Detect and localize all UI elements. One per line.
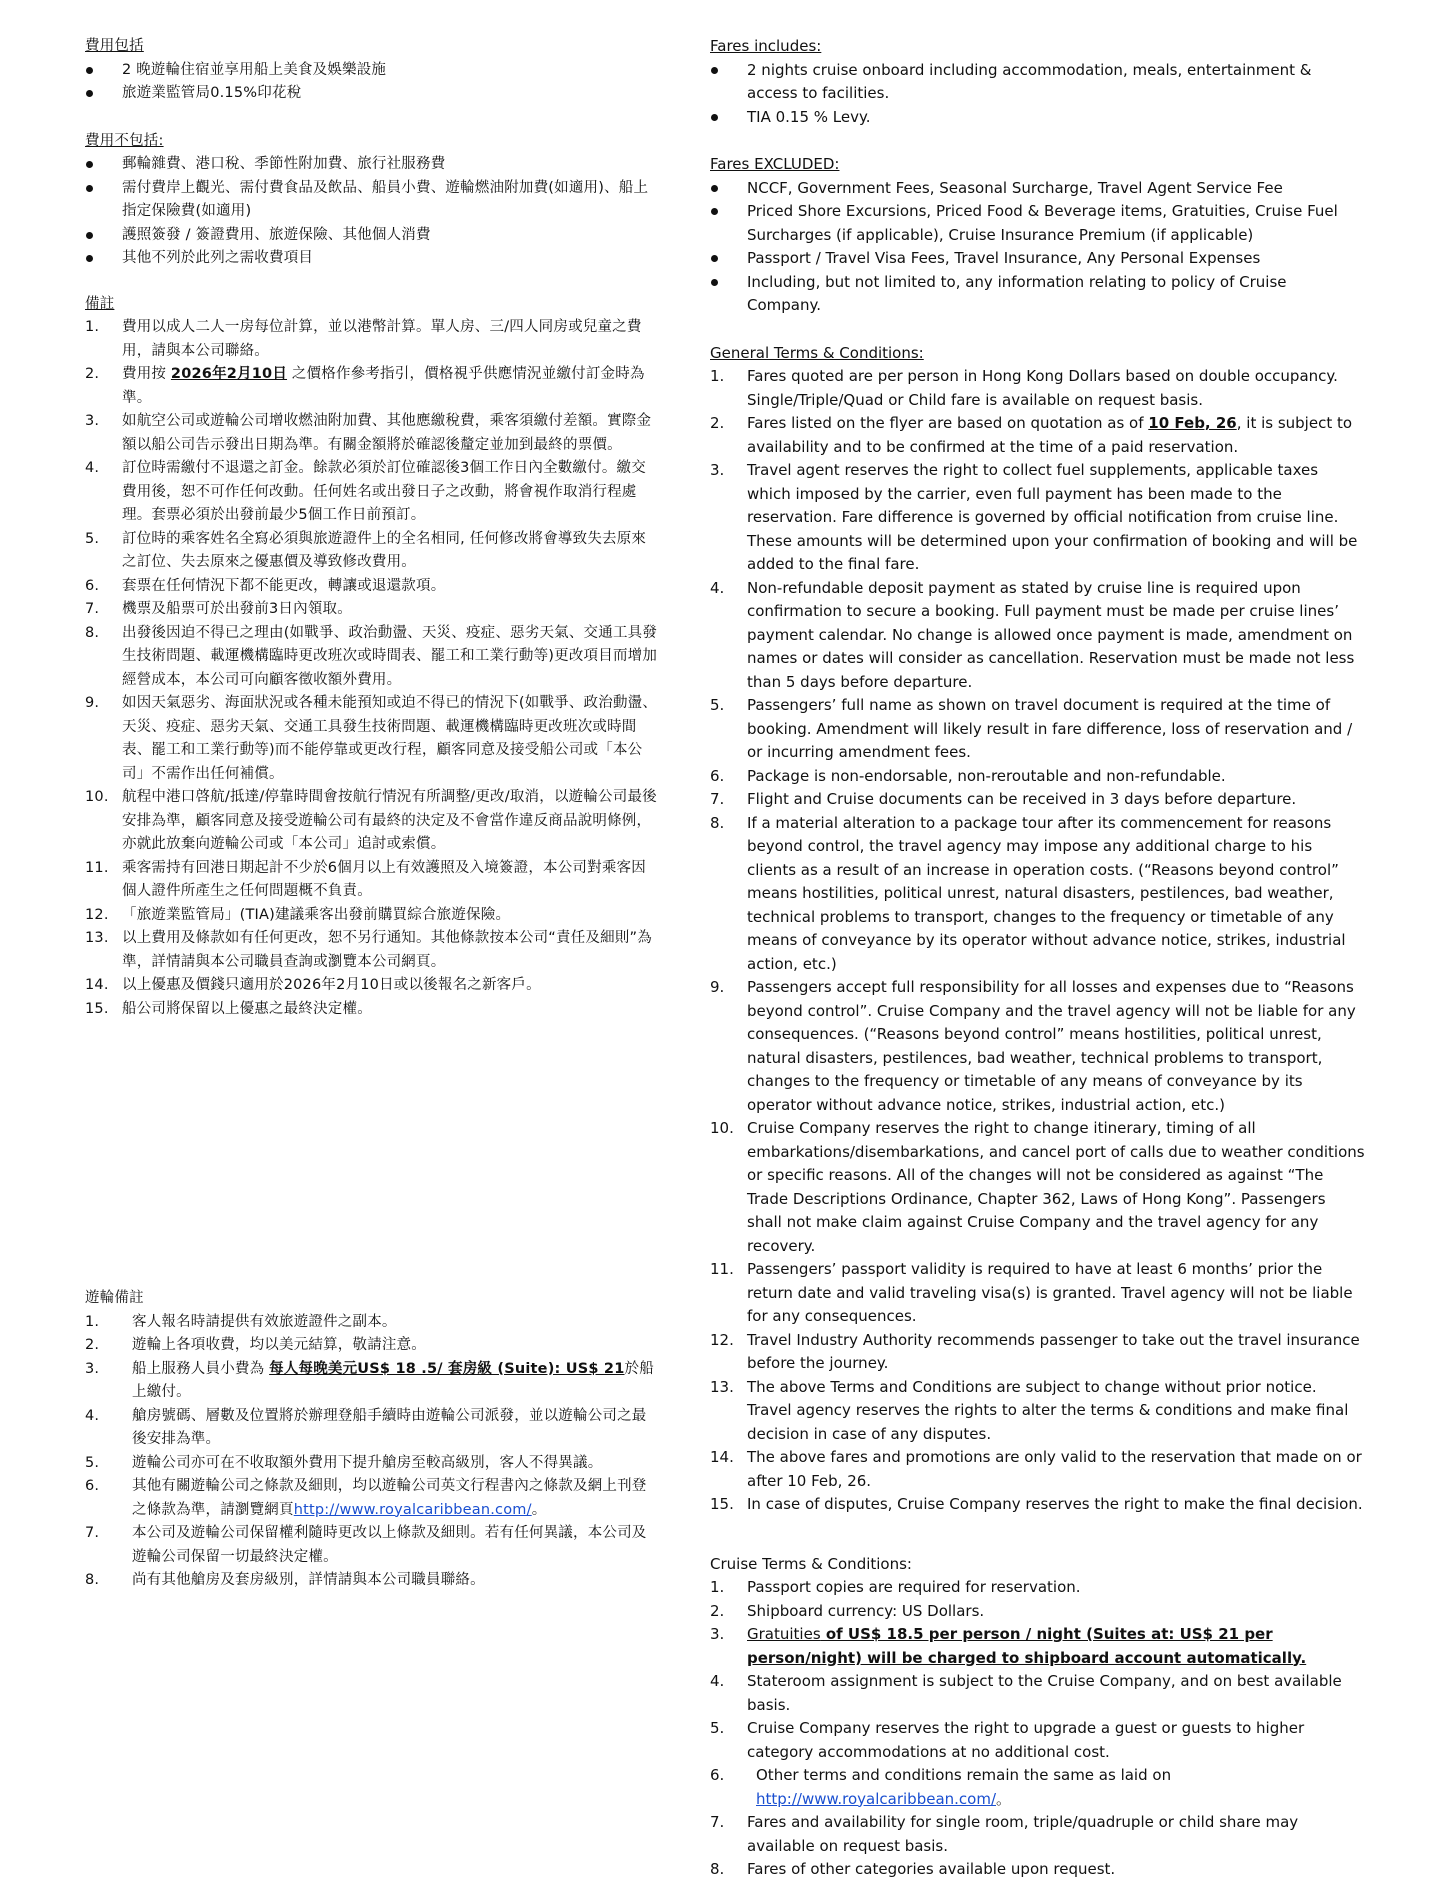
- list-item: 11. Passengers’ passport validity is required to have at least 6 months’ prior the return date and valid traveling visa(s) is granted. Travel agency will not be liable for any consequences.: [710, 1260, 1353, 1325]
- list-item: 9. Passengers accept full responsibility for all losses and expenses due to “Reasons beyond control”. Cruise Company and the travel agency will not be liable for any consequences. (“Reasons beyond control” means hostilities, political unrest, natural disasters, pestilences, bad weather, technical problems to transport, changes to the frequency or timetable of any means of conveyance by its operator without advance notice, strikes, industrial action, etc.): [710, 978, 1356, 1114]
- list-item: 5. 訂位時的乘客姓名全寫必須與旅遊證件上的全名相同, 任何修改將會導致失去原來之訂位、失去原來之優惠價及導致修改費用。: [85, 530, 647, 570]
- list-item: 7. Flight and Cruise documents can be received in 3 days before departure.: [710, 790, 1297, 808]
- list-item: 6. 其他有關遊輪公司之條款及細則，均以遊輪公司英文行程書內之條款及網上刊登之條款為準，請瀏覽網頁http://www.royalcaribbean.com/。: [85, 1478, 647, 1518]
- cruise-list-zh: [85, 1311, 660, 1593]
- list-item: 3. 船上服務人員小費為 每人每晚美元US$ 18 .5/ 套房級 (Suite): US$ 21於船上繳付。: [85, 1360, 654, 1400]
- list-item: 10. 航程中港口啓航/抵達/停靠時間會按航行情況有所調整/更改/取消，以遊輪公司最後安排為準，顧客同意及接受遊輪公司有最終的決定及不會當作違反商品說明條例，亦就此放棄向遊輪公司或「本公司」追討或索償。: [85, 789, 657, 852]
- right-column-english: [710, 35, 1365, 1882]
- list-item: Including, but not limited to, any information relating to policy of Cruise Company.: [710, 271, 1365, 318]
- general-terms-list: [710, 365, 1365, 1517]
- list-item: 7. 本公司及遊輪公司保留權利隨時更改以上條款及細則。若有任何異議，本公司及遊輪公司保留一切最終決定權。: [85, 1525, 647, 1565]
- excluded-list-en: [710, 177, 1365, 318]
- includes-title-zh: 費用包括: [85, 38, 144, 54]
- royal-caribbean-link-zh[interactable]: http://www.royalcaribbean.com/: [293, 1501, 532, 1518]
- remarks-title-zh: 備註: [85, 295, 115, 312]
- list-item: TIA 0.15 % Levy.: [710, 106, 1365, 130]
- list-item: 6. Other terms and conditions remain the same as laid on http://www.royalcaribbean.com/。: [710, 1766, 1172, 1808]
- list-item: 8. Fares of other categories available upon request.: [710, 1860, 1116, 1878]
- list-item: 14. 以上優惠及價錢只適用於2026年2月10日或以後報名之新客戶。: [85, 977, 541, 993]
- list-item: 11. 乘客需持有回港日期起計不少於6個月以上有效護照及入境簽證，本公司對乘客因個人證件所產生之任何問題概不負責。: [85, 859, 646, 899]
- remarks-list-zh: [85, 316, 660, 1021]
- gratuity-amount-zh: 每人每晚美元US$ 18 .5/ 套房級 (Suite): US$ 21: [269, 1360, 625, 1377]
- general-terms-title: General Terms & Conditions:: [710, 343, 924, 362]
- list-item: 5. Cruise Company reserves the right to upgrade a guest or guests to higher category accommodations at no additional cost.: [710, 1719, 1305, 1761]
- list-item: 3. 如航空公司或遊輪公司增收燃油附加費、其他應繳稅費，乘客須繳付差額。實際金額以船公司告示發出日期為準。有關金額將於確認後釐定並加到最終的票價。: [85, 413, 652, 453]
- list-item: 4. 訂位時需繳付不退還之訂金。餘款必須於訂位確認後3個工作日內全數繳付。繳交費用後，恕不可作任何改動。任何姓名或出發日子之改動，將會視作取消行程處理。套票必須於出發前最少5個工作日前預訂。: [85, 460, 646, 523]
- excluded-title-en: Fares EXCLUDED:: [710, 155, 840, 173]
- list-item: 12. Travel Industry Authority recommends passenger to take out the travel insurance before the journey.: [710, 1330, 1360, 1372]
- list-item: 4. 艙房號碼、層數及位置將於辦理登船手續時由遊輪公司派發，並以遊輪公司之最後安排為準。: [85, 1407, 647, 1447]
- list-item: 需付費岸上觀光、需付費食品及飲品、船員小費、遊輪燃油附加費(如適用)、船上指定保險費(如適用): [85, 177, 660, 224]
- list-item: 9. 如因天氣惡劣、海面狀況或各種未能預知或迫不得已的情況下(如戰爭、政治動盪、天災、疫症、惡劣天氣、交通工具發生技術問題、載運機構臨時更改班次或時間表、罷工和工業行動等)而不能停靠或更改行程，顧客同意及接受船公司或「本公司」不需作出任何補償。: [85, 695, 658, 782]
- list-item: Passport / Travel Visa Fees, Travel Insurance, Any Personal Expenses: [710, 247, 1365, 271]
- excludes-list-zh: [85, 153, 660, 271]
- list-item: 2. 費用按 2026年2月10日 之價格作參考指引，價格視乎供應情況並繳付訂金時為準。: [85, 366, 645, 406]
- list-item: 7. 機票及船票可於出發前3日內領取。: [85, 601, 352, 617]
- list-item: 5. 遊輪公司亦可在不收取額外費用下提升艙房至較高級別，客人不得異議。: [85, 1454, 603, 1471]
- excludes-title-zh: 費用不包括:: [85, 132, 164, 149]
- list-item: 15. In case of disputes, Cruise Company reserves the right to make the final decision.: [710, 1495, 1363, 1513]
- list-item: 1. Passport copies are required for reservation.: [710, 1578, 1081, 1596]
- list-item: 2 晚遊輪住宿並享用船上美食及娛樂設施: [85, 59, 660, 83]
- quote-date-en: 10 Feb, 26: [1148, 414, 1237, 432]
- gratuity-amount-en: of US$ 18.5 per person / night (Suites at: US$ 21 per person/night) will be charged to shipboard account automatically.: [747, 1625, 1307, 1667]
- royal-caribbean-link-en[interactable]: http://www.royalcaribbean.com/: [756, 1789, 996, 1808]
- includes-list-en: [710, 59, 1365, 130]
- list-item: 5. Passengers’ full name as shown on travel document is required at the time of booking. Amendment will likely result in fare difference, loss of reservation and / or incurring amendment fees.: [710, 696, 1353, 761]
- list-item: 6. Package is non-endorsable, non-reroutable and non-refundable.: [710, 766, 1226, 785]
- list-item: 13. 以上費用及條款如有任何更改，恕不另行通知。其他條款按本公司“責任及細則”為準，詳情請與本公司職員查詢或瀏覽本公司網頁。: [85, 930, 652, 970]
- left-column-chinese: [85, 35, 660, 1593]
- list-item: 12. 「旅遊業監管局」(TIA)建議乘客出發前購買綜合旅遊保險。: [85, 906, 511, 923]
- list-item: 旅遊業監管局0.15%印花稅: [85, 82, 660, 106]
- list-item: 1. 客人報名時請提供有效旅遊證件之副本。: [85, 1313, 397, 1330]
- quote-date-zh: 2026年2月10日: [170, 366, 288, 382]
- list-item: 3. Travel agent reserves the right to collect fuel supplements, applicable taxes which imposed by the carrier, even full payment has been made to the reservation. Fare difference is governed by official notification from cruise line. These amounts will be determined upon your confirmation of booking and will be added to the final fare.: [710, 461, 1358, 573]
- list-item: 8. 出發後因迫不得已之理由(如戰爭、政治動盪、天災、疫症、惡劣天氣、交通工具發生技術問題、載運機構臨時更改班次或時間表、罷工和工業行動等)更改項目而增加經營成本，本公司可向顧客徵收額外費用。: [85, 624, 658, 688]
- list-item: 2. 遊輪上各項收費，均以美元結算，敬請注意。: [85, 1337, 426, 1353]
- includes-title-en: Fares includes:: [710, 37, 822, 55]
- list-item: Priced Shore Excursions, Priced Food & Beverage items, Gratuities, Cruise Fuel Surcharges (if applicable), Cruise Insurance Premium (if applicable): [710, 200, 1365, 247]
- list-item: 13. The above Terms and Conditions are subject to change without prior notice. Travel agency reserves the rights to alter the terms & conditions and make final decision in case of any disputes.: [710, 1377, 1349, 1443]
- list-item: 15. 船公司將保留以上優惠之最終決定權。: [85, 1000, 372, 1017]
- list-item: 14. The above fares and promotions are only valid to the reservation that made on or after 10 Feb, 26.: [710, 1448, 1362, 1490]
- cruise-terms-title: Cruise Terms & Conditions:: [710, 1554, 912, 1573]
- list-item: NCCF, Government Fees, Seasonal Surcharge, Travel Agent Service Fee: [710, 177, 1365, 201]
- cruise-terms-list: [710, 1576, 1365, 1882]
- list-item: 6. 套票在任何情況下都不能更改，轉讓或退還款項。: [85, 577, 446, 594]
- list-item: 2. Shipboard currency: US Dollars.: [710, 1601, 985, 1620]
- list-item: 2 nights cruise onboard including accommodation, meals, entertainment & access to facilities.: [710, 59, 1365, 106]
- list-item: 1. Fares quoted are per person in Hong Kong Dollars based on double occupancy. Single/Triple/Quad or Child fare is available on request basis.: [710, 367, 1338, 409]
- includes-list-zh: [85, 59, 660, 106]
- list-item: 其他不列於此列之需收費項目: [85, 247, 660, 271]
- list-item: 10. Cruise Company reserves the right to change itinerary, timing of all embarkations/disembarkations, and cancel port of calls due to weather conditions or specific reasons. All of the changes will not be considered as against “The Trade Descriptions Ordinance, Chapter 362, Laws of Hong Kong”. Passengers shall not make claim against Cruise Company and the travel agency for any recovery.: [710, 1119, 1365, 1255]
- list-item: 1. 費用以成人二人一房每位計算，並以港幣計算。單人房、三/四人同房或兒童之費用，請與本公司聯絡。: [85, 319, 642, 359]
- list-item: 2. Fares listed on the flyer are based on quotation as of 10 Feb, 26, it is subject to availability and to be confirmed at the time of a paid reservation.: [710, 414, 1353, 456]
- list-item: 4. Non-refundable deposit payment as stated by cruise line is required upon confirmation to secure a booking. Full payment must be made per cruise lines’ payment calendar. No change is allowed once payment is made, amendment on names or dates will consider as cancellation. Reservation must be made not less than 5 days before departure.: [710, 578, 1355, 691]
- list-item: 郵輪雜費、港口稅、季節性附加費、旅行社服務費: [85, 153, 660, 177]
- list-item: 8. 尚有其他艙房及套房級別，詳情請與本公司職員聯絡。: [85, 1572, 485, 1588]
- list-item: 4. Stateroom assignment is subject to the Cruise Company, and on best available basis.: [710, 1672, 1342, 1714]
- list-item: 3. Gratuities of US$ 18.5 per person / night (Suites at: US$ 21 per person/night) will be charged to shipboard account automatically.: [710, 1625, 1307, 1667]
- list-item: 8. If a material alteration to a package tour after its commencement for reasons beyond control, the travel agency may impose any additional charge to his clients as a result of an increase in operation costs. (“Reasons beyond control” means hostilities, political unrest, natural disasters, pestilences, bad weather, technical problems to transport, changes to the frequency or timetable of any means of conveyance by its operator without advance notice, strikes, industrial action, etc.): [710, 813, 1346, 973]
- list-item: 7. Fares and availability for single room, triple/quadruple or child share may available on request basis.: [710, 1813, 1299, 1855]
- list-item: 護照簽發 / 簽證費用、旅遊保險、其他個人消費: [85, 224, 660, 248]
- cruise-title-zh: 遊輪備註: [85, 1290, 144, 1306]
